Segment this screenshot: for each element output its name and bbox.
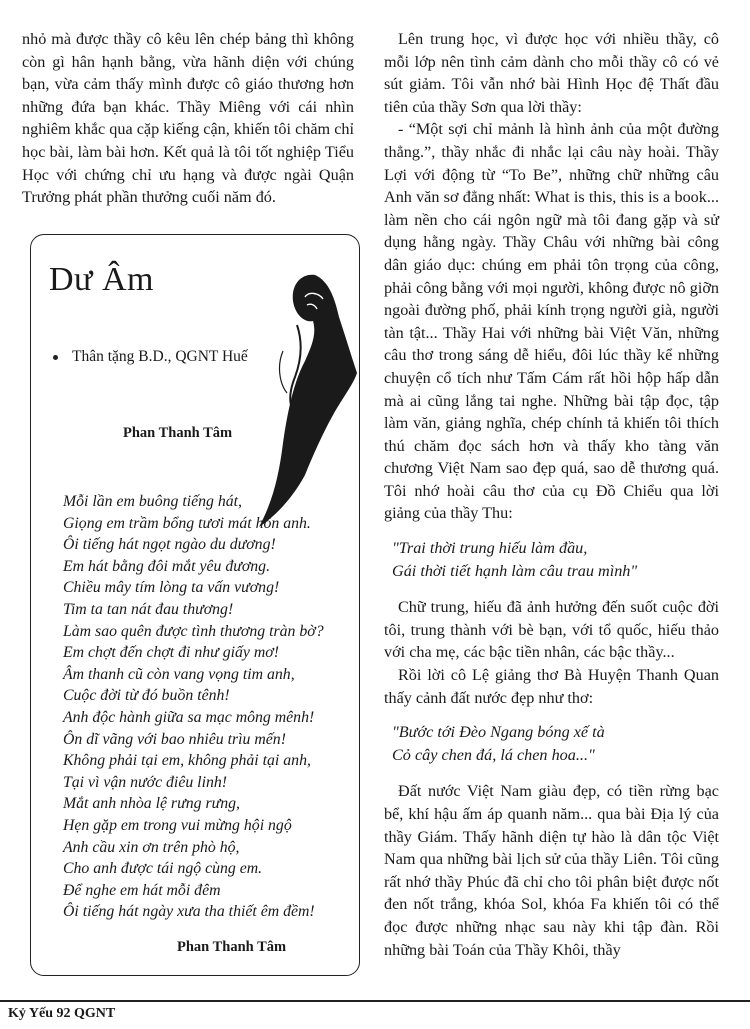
right-paragraph-2: - “Một sợi chỉ mảnh là hình ảnh của một đường thẳng.”, thầy nhắc đi nhắc lại câu này hoài. Thầy Lợi với động từ “To Be”, những chữ những câu Anh văn sơ đẳng nhất: What is this, this is a book... làm nền cho cái ngôn ngữ mà tôi đang gặp và sử dụng hằng ngày. Thầy Châu với những bài công dân giáo dục: chúng em phải tôn trọng của công, phải công bằng với mọi người, không được nô giỡn ngoài đường phố, phải kính trọng người già, người tàn tật... Thầy Hai với những bài Việt Văn, những câu thơ trong sáng dễ hiểu, đôi lúc thầy kể những chuyện cổ tích như Tấm Cám rất hồi hộp hấp dẫn mà ai cũng lắng tai nghe. Những bài tập đọc, tập làm văn, giảng nghĩa, chép chính tả khiến tôi thích thú chăm đọc sách hơn và thấy kho tàng văn chương Việt Nam sao đẹp quá, sao dễ thương quá. Tôi nhớ hoài câu thơ của cụ Đồ Chiểu qua lời giảng của thầy Thu: <box>384 120 719 523</box>
verse-line: Để nghe em hát mỗi đêm <box>63 881 221 899</box>
verse-line: Ôi tiếng hát ngày xưa tha thiết êm đềm! <box>63 903 315 921</box>
verse-line: Tại vì vận nước điêu linh! <box>63 773 228 791</box>
left-paragraph: nhỏ mà được thầy cô kêu lên chép bảng thì không còn gì hân hạnh bằng, vừa hãnh diện với chúng bạn, vừa cảm thấy mình được cô giáo thương hơn những đứa bạn khác. Thầy Miêng với cái nhìn nghiêm khắc qua cặp kiếng cận, khiến tôi chăm chỉ học bài, làm bài hơn. Kết quả là tôi tốt nghiệp Tiểu Học với chứng chỉ ưu hạng và được ngài Quận Trưởng phát phần thưởng cuối năm đó. <box>22 30 354 207</box>
verse-line: Mỗi lần em buông tiếng hát, <box>63 493 243 510</box>
verse-line: Giọng em trầm bổng tươi mát hồn anh. <box>63 514 311 532</box>
right-paragraph-3: Chữ trung, hiếu đã ảnh hưởng đến suốt cuộc đời tôi, trung thành với bè bạn, với tổ quốc, hiếu thảo với cha mẹ, các bậc tiền nhân, các bậc thầy... <box>384 598 719 662</box>
verse-line: Cho anh được tái ngộ cùng em. <box>63 860 263 878</box>
poem-verses <box>63 491 324 923</box>
quote-line: "Trai thời trung hiếu làm đầu, <box>392 539 588 558</box>
verse-line: Chiều mây tím lòng ta vấn vương! <box>63 579 280 597</box>
verse-line: Ôi tiếng hát ngọt ngào du dương! <box>63 536 276 554</box>
poem-dedication <box>53 348 248 366</box>
verse-line: Anh cầu xin ơn trên phò hộ, <box>63 838 240 856</box>
footer-label: Kỷ Yếu 92 QGNT <box>8 1006 116 1021</box>
right-paragraph-5: Đất nước Việt Nam giàu đẹp, có tiền rừng bạc bể, khí hậu ấm áp quanh năm... qua bài Địa lý của thầy Giám. Thấy hãnh diện tự hào là dân tộc Việt Nam qua những bài lịch sử của thầy Liên. Tôi cũng rất nhớ thầy Phúc đã chỉ cho tôi phân biệt được nốt đen nốt trắng, khóa Sol, khóa Fa khiến tôi có thể đọc được những nhạc sau này khi tập đàn. Rồi những bài Toán của Thầy Khôi, thầy <box>384 782 719 959</box>
footer-divider <box>0 1000 750 1002</box>
verse-line: Tim ta tan nát đau thương! <box>63 600 234 618</box>
verse-line: Cuộc đời từ đó buồn tênh! <box>63 687 230 705</box>
verse-line: Em hát bằng đôi mắt yêu đương. <box>63 557 271 575</box>
quote-do-chieu <box>384 537 719 582</box>
dedication-text: Thân tặng B.D., QGNT Huế <box>72 348 248 365</box>
verse-line: Anh độc hành giữa sa mạc mông mênh! <box>63 708 315 726</box>
right-paragraph-4: Rồi lời cô Lệ giảng thơ Bà Huyện Thanh Quan thấy cảnh đất nước đẹp như thơ: <box>384 666 719 707</box>
verse-line: Em chợt đến chợt đi như giấy mơ! <box>63 644 279 662</box>
verse-line: Ôn dĩ vãng với bao nhiêu trìu mến! <box>63 730 286 748</box>
verse-line: Làm sao quên được tình thương tràn bờ? <box>63 622 324 640</box>
right-paragraph-1: Lên trung học, vì được học với nhiều thầy, cô mỗi lớp nên tình cảm dành cho mỗi thầy cô có vẻ sút giảm. Tôi vẫn nhớ bài Hình Học đệ Thất đầu tiên của thầy Sơn qua lời thầy: <box>384 30 719 116</box>
verse-line: Không phải tại em, không phải tại anh, <box>63 752 311 770</box>
quote-line: "Bước tới Đèo Ngang bóng xế tà <box>392 723 605 742</box>
verse-line: Mắt anh nhòa lệ rưng rưng, <box>63 795 240 813</box>
quote-line: Cỏ cây chen đá, lá chen hoa..." <box>392 745 595 764</box>
verse-line: Hẹn gặp em trong vui mừng hội ngộ <box>63 816 292 834</box>
quote-line: Gái thời tiết hạnh làm câu trau mình" <box>392 561 638 580</box>
poem-box <box>30 234 360 976</box>
poem-author-top: Phan Thanh Tâm <box>123 425 233 441</box>
left-column <box>22 28 354 209</box>
quote-thanh-quan <box>384 721 719 766</box>
poem-title: Dư Âm <box>49 261 154 298</box>
poem-author-bottom: Phan Thanh Tâm <box>177 939 287 955</box>
right-column <box>384 28 719 961</box>
verse-line: Âm thanh cũ còn vang vọng tim anh, <box>63 665 295 683</box>
bullet-icon <box>53 355 58 360</box>
